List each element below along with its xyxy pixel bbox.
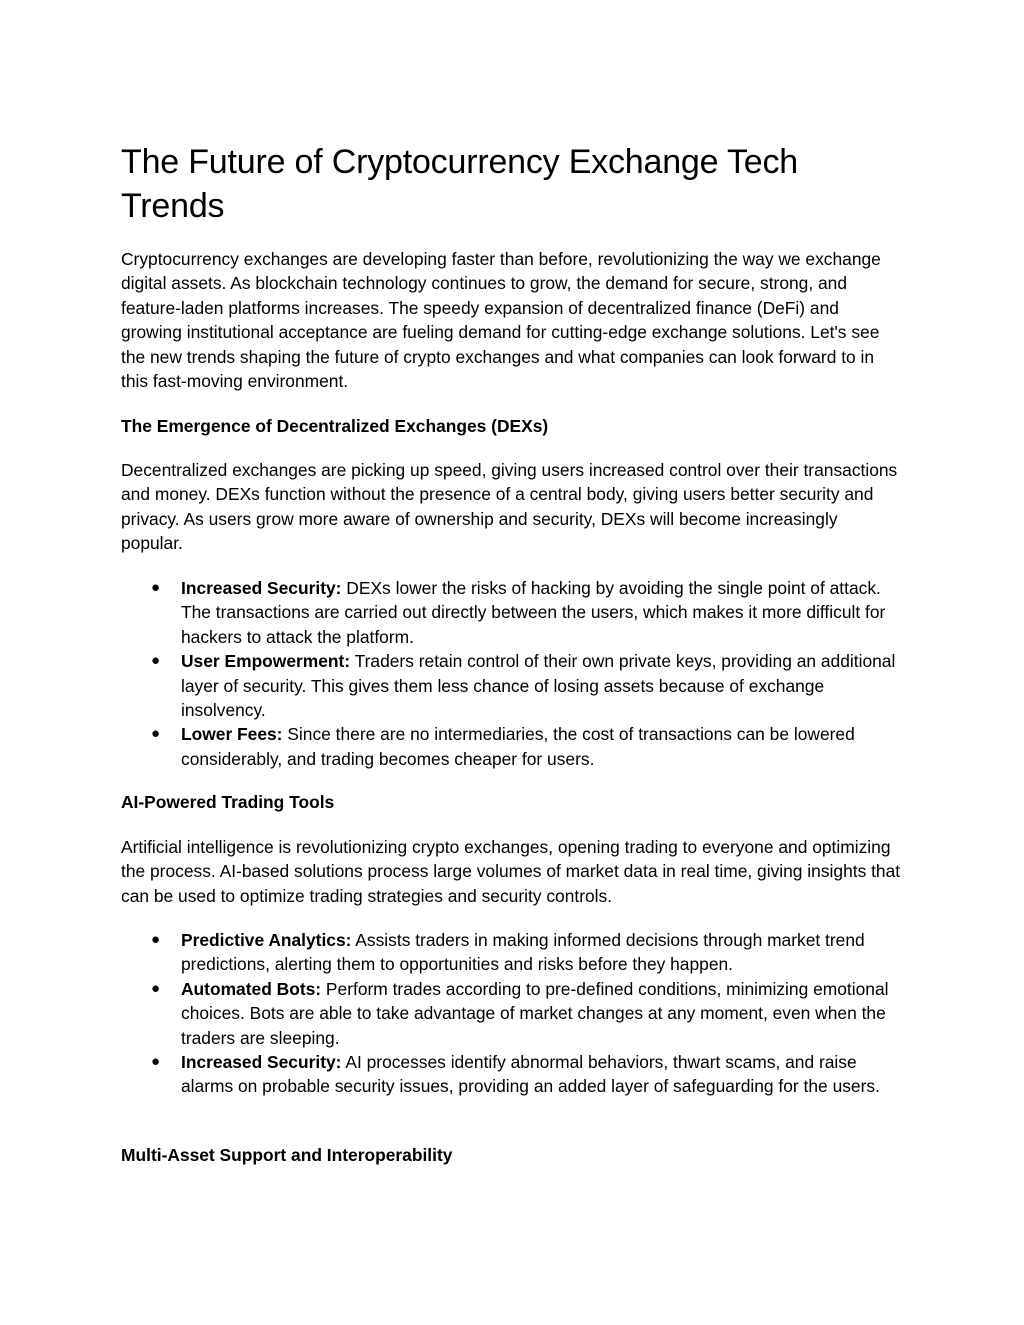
bullet-term: Predictive Analytics: — [181, 930, 352, 950]
list-item — [121, 722, 903, 771]
bullet-text: Perform trades according to pre-defined conditions, minimizing emotional choices. Bots are able to take advantage of market changes at any moment, even when the traders are sleeping. — [181, 978, 889, 1048]
list-item — [121, 977, 903, 1050]
bullet-icon: ● — [151, 979, 161, 997]
section-heading-dex: The Emergence of Decentralized Exchanges (DEXs) — [121, 416, 549, 436]
list-item — [121, 1050, 903, 1099]
bullet-text: Traders retain control of their own private keys, providing an additional layer of security. This gives them less chance of losing assets because of exchange insolvency. — [181, 651, 896, 721]
bullet-term: Lower Fees: — [181, 724, 283, 745]
bullet-term: Increased Security: — [181, 1052, 342, 1073]
intro-paragraph: Cryptocurrency exchanges are developing faster than before, revolutionizing the way we exchange digital assets. As blockchain technology continues to grow, the demand for secure, strong, and feature-laden platforms increases. The speedy expansion of decentralized finance (DeFi) and growing institutional acceptance are fueling demand for cutting-edge exchange solutions. Let's see the new trends shaping the future of crypto exchanges and what companies can look forward to in this fast-moving environment. — [121, 249, 881, 392]
bullet-text: Since there are no intermediaries, the cost of transactions can be lowered considerably, and trading becomes cheaper for users. — [181, 724, 855, 769]
bullet-icon: ● — [151, 931, 161, 948]
bullet-list-ai — [121, 928, 903, 1099]
bullet-icon: ● — [151, 725, 161, 743]
bullet-text: Assists traders in making informed decisions through market trend predictions, alerting them to opportunities and risks before they happen. — [181, 930, 865, 975]
bullet-term: User Empowerment: — [181, 651, 351, 672]
bullet-text: AI processes identify abnormal behaviors, thwart scams, and raise alarms on probable security issues, providing an added layer of safeguarding for the users. — [181, 1052, 880, 1097]
section-paragraph-ai: Artificial intelligence is revolutionizing crypto exchanges, opening trading to everyone and optimizing the process. AI-based solutions process large volumes of market data in real time, giving insights that can be used to optimize trading strategies and security controls. — [121, 837, 901, 906]
list-item — [121, 928, 903, 977]
bullet-icon: ● — [151, 1053, 161, 1071]
bullet-text: DEXs lower the risks of hacking by avoiding the single point of attack. The transactions are carried out directly between the users, which makes it more difficult for hackers to attack the platform. — [181, 578, 886, 647]
bullet-list-dex — [121, 576, 903, 771]
section-heading-multi-asset: Multi-Asset Support and Interoperability — [121, 1145, 453, 1165]
list-item — [121, 576, 903, 649]
bullet-icon: ● — [151, 579, 161, 596]
section-paragraph-dex: Decentralized exchanges are picking up speed, giving users increased control over their transactions and money. DEXs function without the presence of a central body, giving users better security and privacy. As users grow more aware of ownership and security, DEXs will become increasingly popular. — [121, 460, 898, 554]
bullet-term: Increased Security: — [181, 578, 342, 598]
bullet-term: Automated Bots: — [181, 978, 322, 999]
page-title: The Future of Cryptocurrency Exchange Tech Trends — [121, 143, 798, 225]
list-item — [121, 649, 903, 722]
bullet-icon: ● — [151, 652, 161, 670]
section-heading-ai: AI-Powered Trading Tools — [121, 792, 335, 812]
